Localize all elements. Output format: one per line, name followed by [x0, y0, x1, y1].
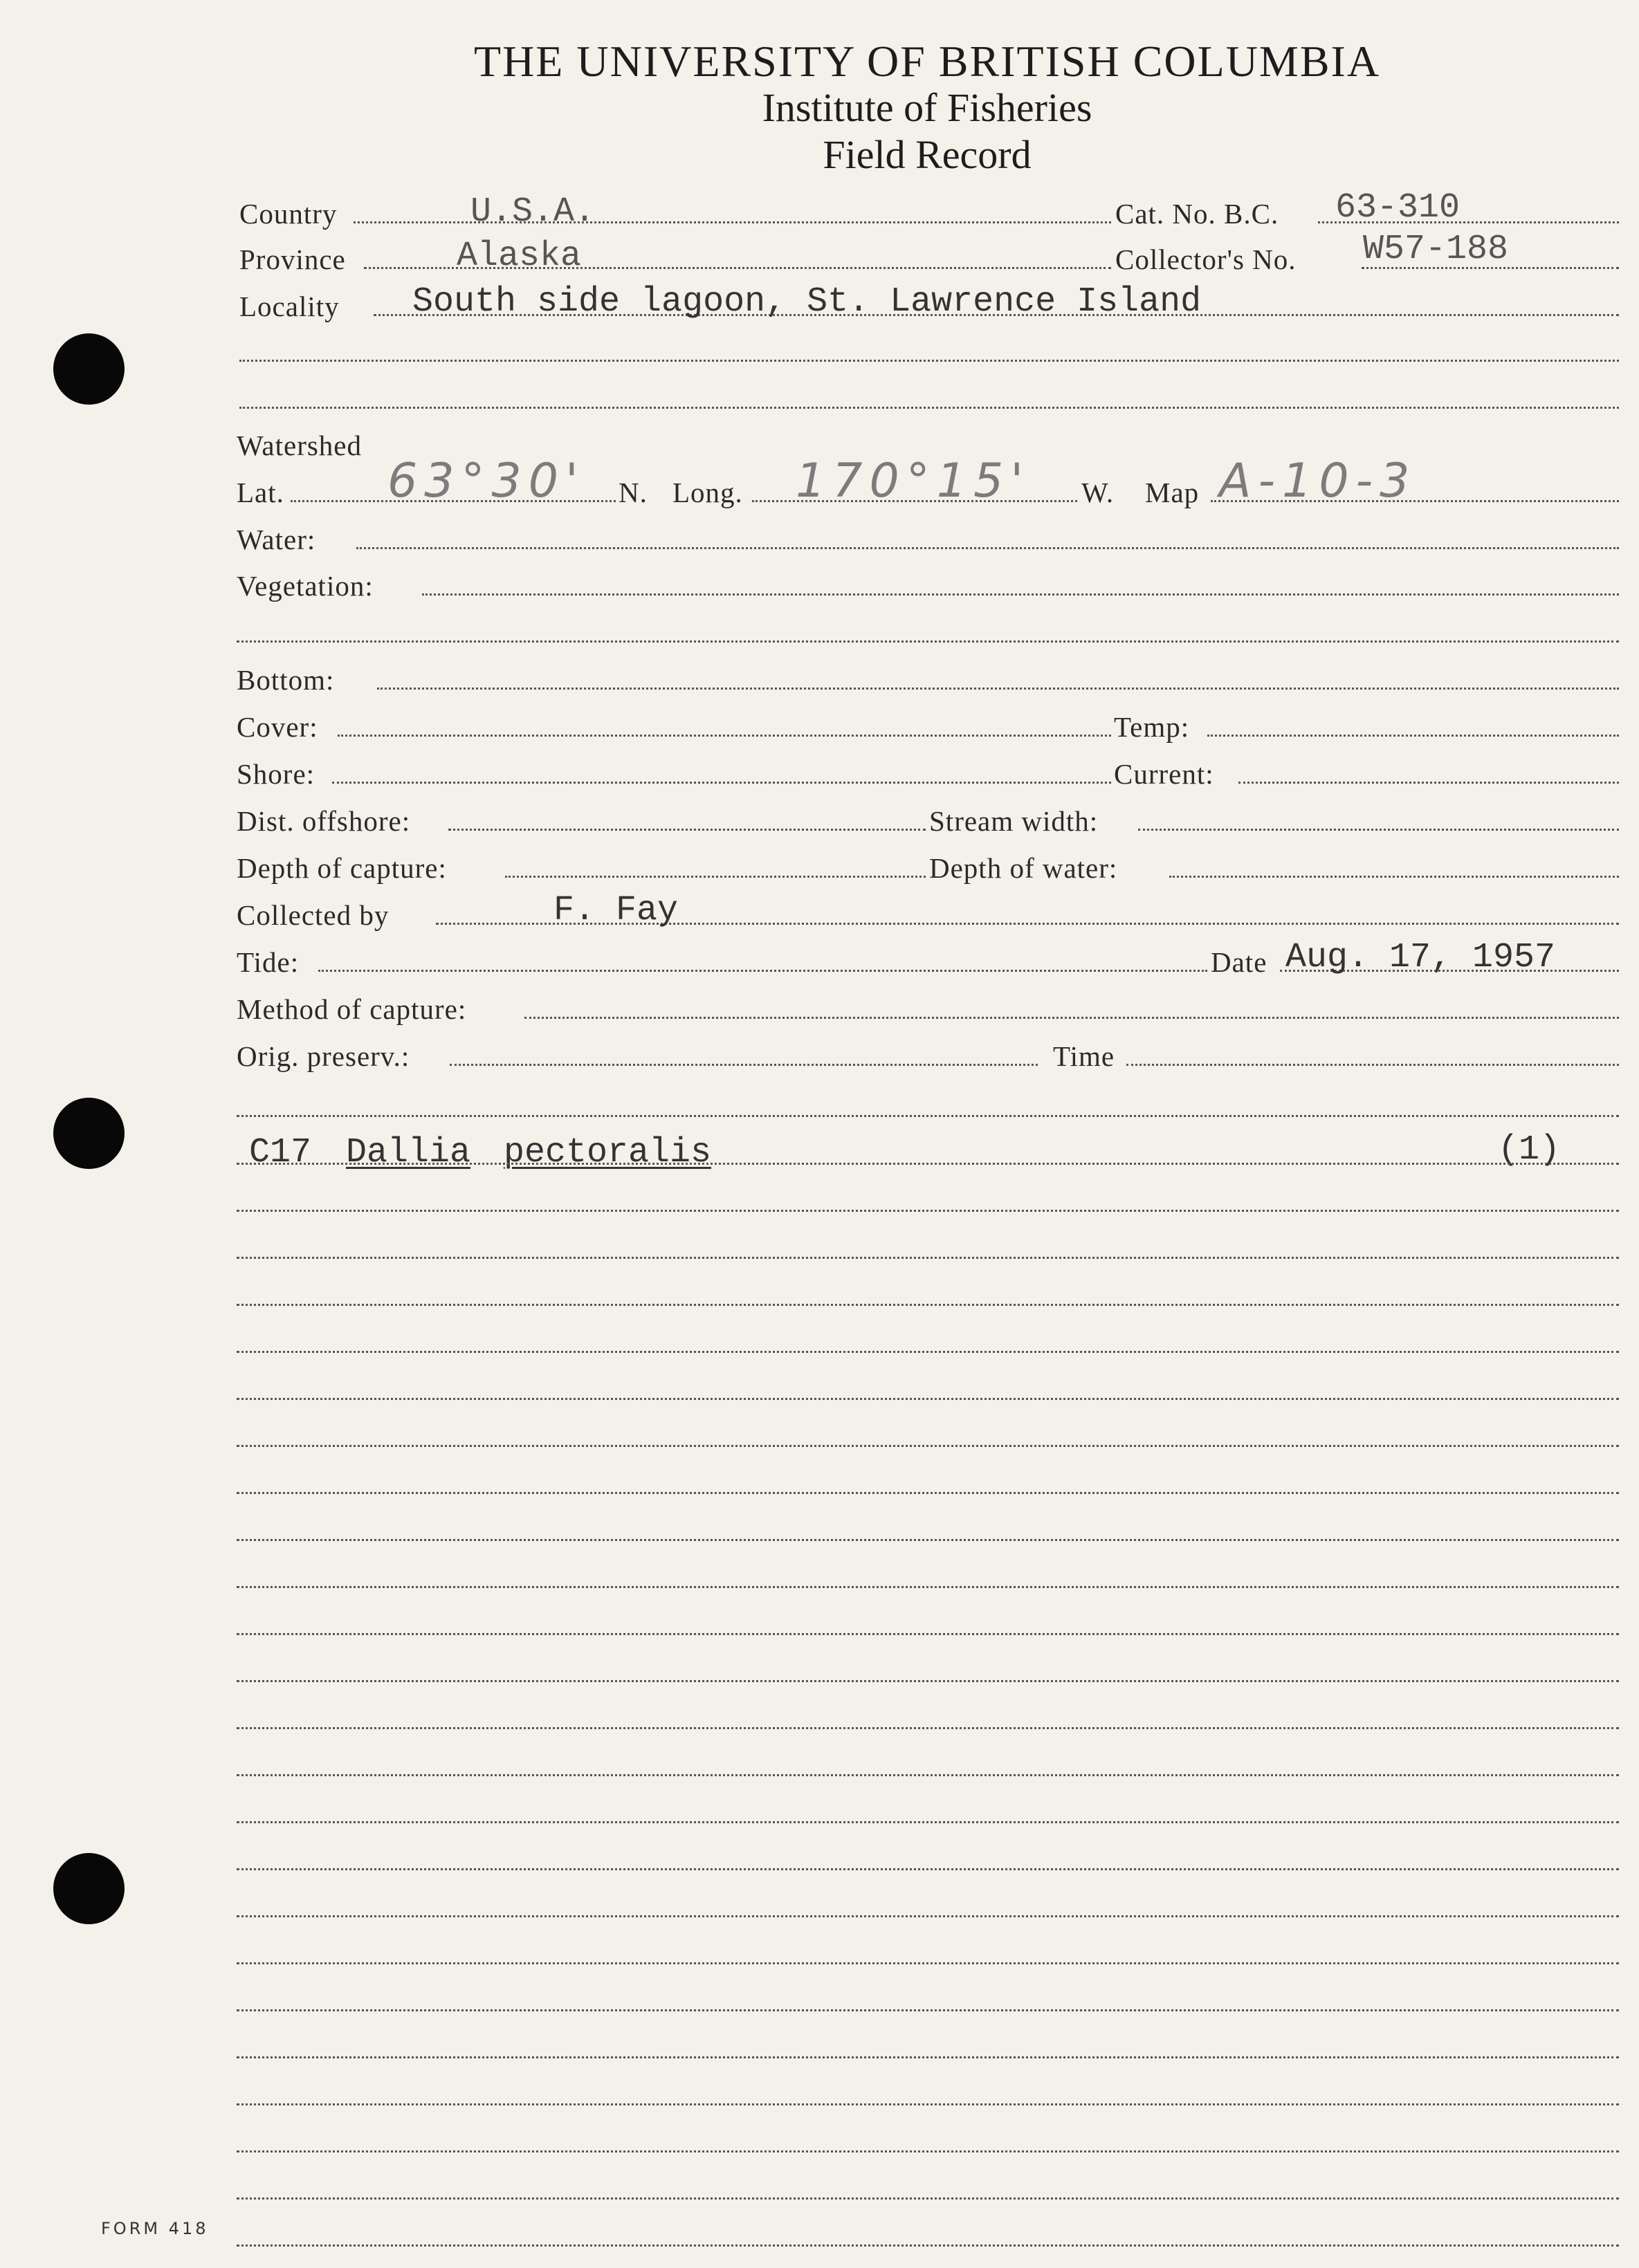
university-title: THE UNIVERSITY OF BRITISH COLUMBIA — [473, 37, 1381, 86]
long-west-label: W. — [1081, 477, 1115, 508]
specimen-count: (1) — [1498, 1130, 1561, 1170]
tide-line — [318, 970, 1207, 972]
ruled-line — [237, 1633, 1619, 1635]
specimen-species: pectoralis — [504, 1133, 712, 1172]
collectors-no-label: Collector's No. — [1115, 243, 1297, 275]
ruled-line — [237, 1257, 1619, 1259]
locality-line-2 — [239, 360, 1619, 362]
ruled-line — [237, 1962, 1619, 1964]
punch-hole-top — [53, 333, 125, 405]
ruled-line — [237, 1821, 1619, 1823]
time-line — [1126, 1064, 1619, 1066]
province-value: Alaska — [457, 237, 582, 276]
vegetation-label: Vegetation: — [237, 570, 374, 602]
ruled-line — [237, 1680, 1619, 1682]
temp-label: Temp: — [1114, 711, 1190, 743]
form-number: FORM 418 — [101, 2219, 209, 2238]
long-label: Long. — [672, 477, 743, 508]
tide-label: Tide: — [237, 946, 300, 978]
date-label: Date — [1211, 946, 1267, 978]
specimen-code: C17 — [249, 1133, 312, 1172]
country-label: Country — [239, 198, 338, 230]
ruled-line — [237, 2197, 1619, 2200]
ruled-line — [237, 1115, 1619, 1117]
lat-value: 63°30' — [387, 454, 585, 508]
ruled-line — [237, 1492, 1619, 1494]
ruled-line — [237, 1304, 1619, 1306]
locality-line-3 — [239, 407, 1619, 409]
ruled-line — [237, 1398, 1619, 1400]
depth-water-line — [1169, 876, 1619, 878]
cat-no-label: Cat. No. B.C. — [1115, 198, 1279, 230]
collected-by-label: Collected by — [237, 899, 390, 931]
ruled-line — [237, 1915, 1619, 1917]
water-line — [356, 547, 1619, 549]
ruled-line — [237, 1163, 1619, 1165]
ruled-line — [237, 2244, 1619, 2247]
map-value: A-10-3 — [1219, 454, 1417, 508]
shore-line — [332, 782, 1111, 784]
stream-width-label: Stream width: — [929, 805, 1099, 837]
institute-title: Institute of Fisheries — [762, 85, 1092, 130]
ruled-line — [237, 1586, 1619, 1588]
shore-label: Shore: — [237, 758, 315, 790]
ruled-line — [237, 1210, 1619, 1212]
dist-offshore-line — [448, 829, 926, 831]
time-label: Time — [1053, 1040, 1115, 1072]
orig-preserv-label: Orig. preserv.: — [237, 1040, 410, 1072]
country-value: U.S.A. — [470, 192, 596, 232]
dist-offshore-label: Dist. offshore: — [237, 805, 411, 837]
province-label: Province — [239, 243, 346, 275]
cover-line — [338, 735, 1111, 737]
method-label: Method of capture: — [237, 993, 467, 1025]
bottom-line — [377, 688, 1619, 690]
ruled-line — [237, 1539, 1619, 1541]
ruled-line — [237, 1727, 1619, 1729]
method-line — [524, 1017, 1619, 1019]
current-line — [1238, 782, 1619, 784]
stream-width-line — [1138, 829, 1619, 831]
depth-capture-line — [505, 876, 926, 878]
ruled-line — [237, 1351, 1619, 1353]
ruled-line — [237, 1868, 1619, 1870]
current-label: Current: — [1114, 758, 1214, 790]
orig-preserv-line — [450, 1064, 1038, 1066]
form-title: Field Record — [823, 132, 1032, 177]
ruled-line — [237, 1774, 1619, 1776]
date-value: Aug. 17, 1957 — [1285, 938, 1556, 977]
cat-no-value: 63-310 — [1335, 188, 1461, 228]
ruled-line — [237, 2056, 1619, 2058]
locality-value: South side lagoon, St. Lawrence Island — [412, 282, 1202, 322]
watershed-label: Watershed — [237, 430, 363, 461]
ruled-line — [237, 2103, 1619, 2105]
map-label: Map — [1145, 477, 1200, 508]
collectors-no-value: W57-188 — [1363, 230, 1509, 269]
specimen-genus: Dallia — [346, 1133, 471, 1172]
lat-north-label: N. — [619, 477, 648, 508]
cover-label: Cover: — [237, 711, 318, 743]
ruled-line — [237, 2150, 1619, 2152]
lat-label: Lat. — [237, 477, 284, 508]
depth-capture-label: Depth of capture: — [237, 852, 447, 884]
long-value: 170°15' — [796, 454, 1031, 508]
depth-water-label: Depth of water: — [929, 852, 1118, 884]
vegetation-line — [422, 593, 1619, 596]
locality-label: Locality — [239, 291, 340, 322]
punch-hole-middle — [53, 1098, 125, 1169]
water-label: Water: — [237, 524, 316, 555]
ruled-line — [237, 2009, 1619, 2011]
ruled-line — [237, 1445, 1619, 1447]
punch-hole-bottom — [53, 1853, 125, 1924]
country-line — [354, 221, 1111, 223]
temp-line — [1207, 735, 1619, 737]
vegetation-line-2 — [237, 640, 1619, 643]
collected-by-value: F. Fay — [553, 891, 679, 930]
bottom-label: Bottom: — [237, 664, 335, 696]
